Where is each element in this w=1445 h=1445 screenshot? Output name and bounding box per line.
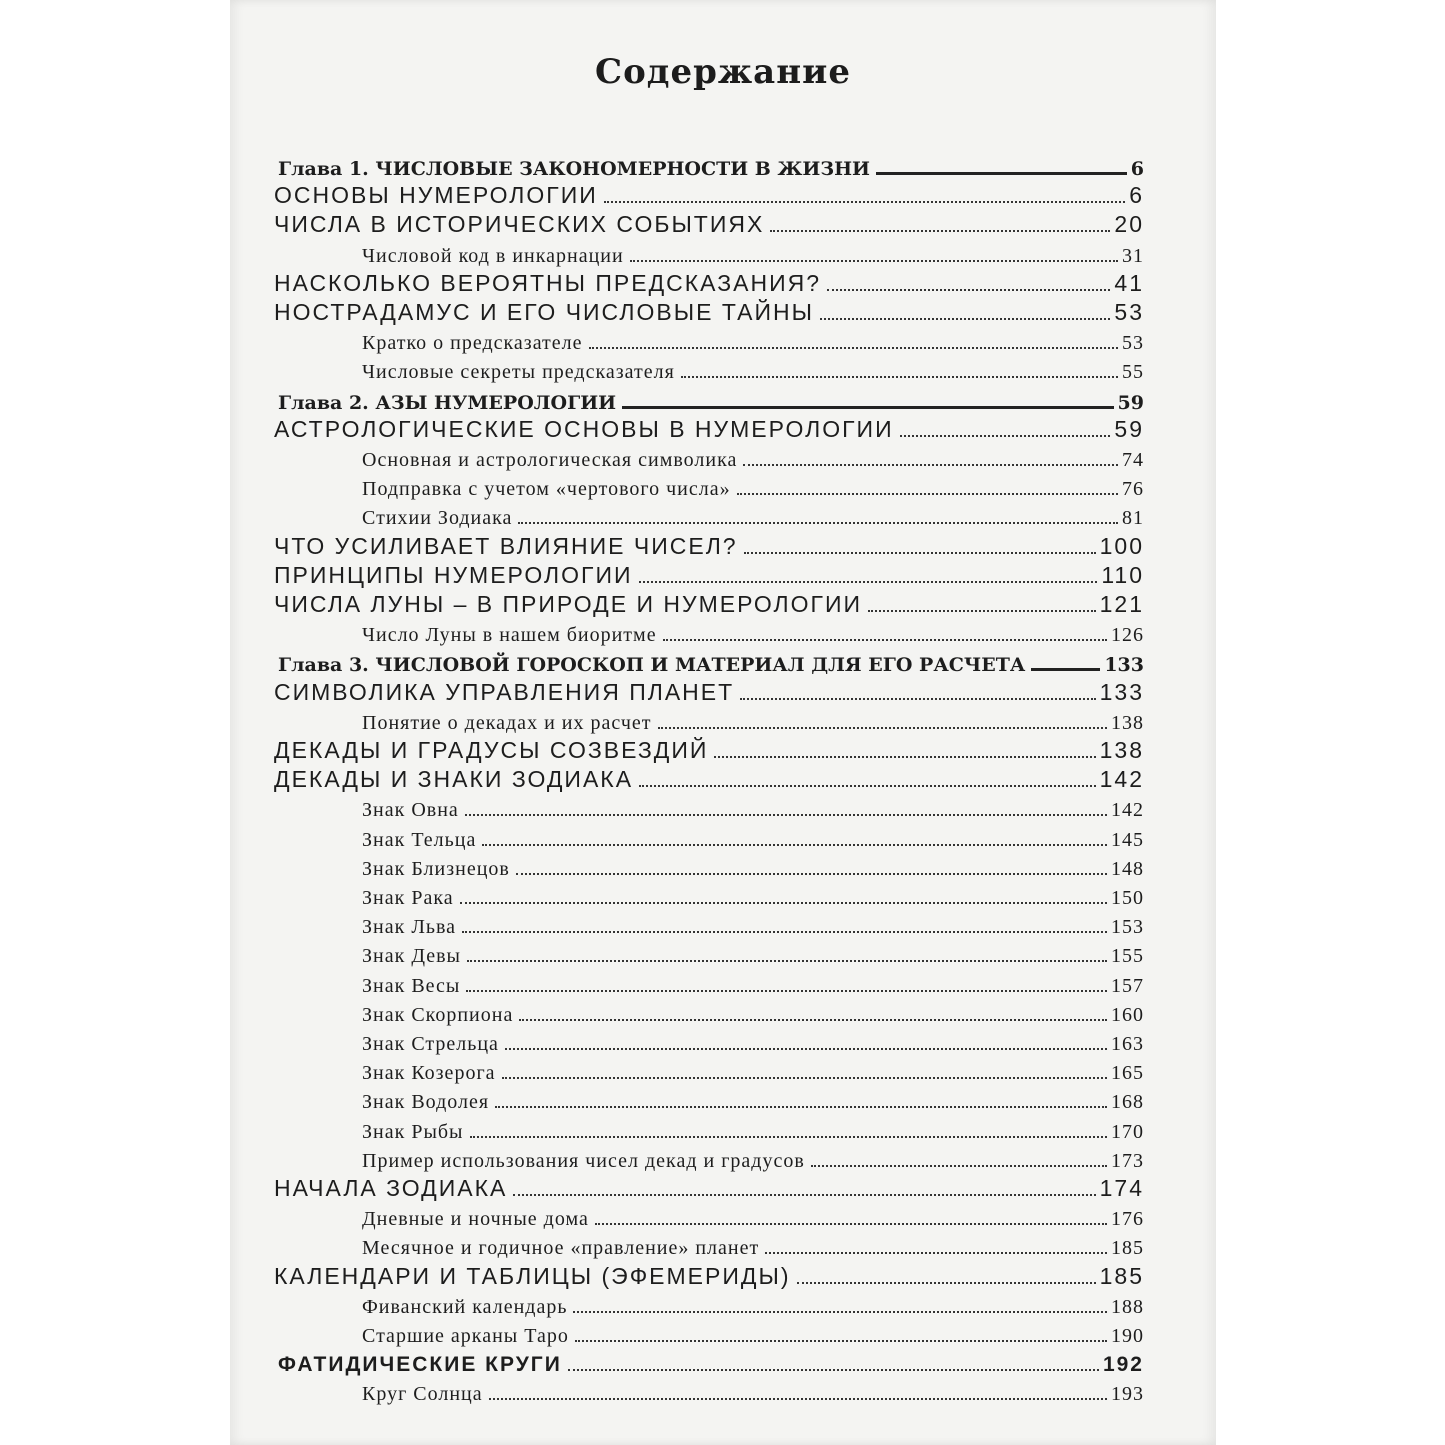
entry-title: Знак Козерога xyxy=(362,1062,496,1085)
toc-section-entry xyxy=(274,208,1144,238)
toc-subsection-entry xyxy=(362,909,1144,939)
toc-chapter-entry xyxy=(278,646,1144,676)
entry-page-number: 110 xyxy=(1101,561,1144,588)
entry-page-number: 192 xyxy=(1102,1353,1144,1377)
dot-leader xyxy=(589,347,1118,349)
entry-page-number: 74 xyxy=(1122,449,1144,471)
entry-title: Число Луны в нашем биоритме xyxy=(362,624,657,647)
toc-chapter-entry xyxy=(278,384,1144,414)
entry-page-number: 126 xyxy=(1111,624,1144,647)
entry-title: ЧИСЛА ЛУНЫ – В ПРИРОДЕ И НУМЕРОЛОГИИ xyxy=(274,591,863,617)
dot-leader xyxy=(663,639,1107,641)
dot-leader xyxy=(820,318,1110,320)
dot-leader xyxy=(630,260,1118,262)
dot-leader xyxy=(868,610,1096,612)
dot-leader xyxy=(467,960,1107,962)
entry-page-number: 193 xyxy=(1111,1383,1144,1406)
entry-title: СИМВОЛИКА УПРАВЛЕНИЯ ПЛАНЕТ xyxy=(274,678,735,705)
dot-leader xyxy=(714,756,1095,758)
entry-page-number: 138 xyxy=(1099,737,1144,763)
dot-leader xyxy=(765,1252,1107,1254)
toc-subsection-entry xyxy=(362,1055,1144,1085)
toc-subsection-entry xyxy=(362,1143,1144,1173)
toc-section-entry xyxy=(274,1260,1144,1290)
toc-subsection-entry xyxy=(362,1289,1144,1319)
toc-subsection-entry xyxy=(362,500,1144,530)
entry-page-number: 168 xyxy=(1111,1091,1144,1114)
entry-title: НОСТРАДАМУС И ЕГО ЧИСЛОВЫЕ ТАЙНЫ xyxy=(274,299,814,325)
entry-title: Стихии Зодиака xyxy=(362,507,513,530)
dot-leader xyxy=(462,931,1107,933)
toc-subsection-entry xyxy=(362,1230,1144,1260)
toc-section-entry xyxy=(274,1172,1144,1202)
dot-leader xyxy=(482,844,1107,846)
dot-leader xyxy=(604,201,1125,203)
entry-page-number: 55 xyxy=(1122,361,1144,384)
dot-leader xyxy=(595,1223,1107,1225)
toc-subsection-entry xyxy=(362,1114,1144,1144)
toc-subsection-entry xyxy=(362,471,1144,501)
entry-title: Знак Рака xyxy=(362,887,454,909)
toc-section-entry xyxy=(274,530,1144,560)
dot-leader xyxy=(681,376,1118,378)
entry-title: КАЛЕНДАРИ И ТАБЛИЦЫ (ЭФЕМЕРИДЫ) xyxy=(274,1262,791,1289)
entry-page-number: 188 xyxy=(1111,1295,1144,1318)
entry-page-number: 142 xyxy=(1099,766,1144,793)
dot-leader xyxy=(770,230,1110,232)
entry-page-number: 190 xyxy=(1111,1325,1144,1347)
dot-leader xyxy=(744,552,1096,554)
entry-title: Числовой код в инкарнации xyxy=(362,244,624,267)
entry-page-number: 6 xyxy=(1129,182,1144,209)
toc-subsection-entry xyxy=(362,792,1144,822)
entry-title: Знак Тельца xyxy=(362,828,477,851)
entry-title: Пример использования чисел декад и градусов xyxy=(362,1149,805,1172)
entry-page-number: 81 xyxy=(1122,507,1144,530)
entry-title: Фиванский календарь xyxy=(362,1295,568,1318)
entry-page-number: 145 xyxy=(1111,828,1144,851)
entry-title: ОСНОВЫ НУМЕРОЛОГИИ xyxy=(274,182,598,209)
dot-leader xyxy=(1031,668,1100,671)
entry-title: Подправка с учетом «чертового числа» xyxy=(362,478,731,501)
toc-subsection-entry xyxy=(362,1318,1144,1348)
dot-leader xyxy=(489,1398,1107,1400)
toc-section-entry xyxy=(274,676,1144,706)
entry-title: Знак Водолея xyxy=(362,1091,490,1114)
entry-title: Знак Девы xyxy=(362,945,461,968)
entry-title: Знак Стрельца xyxy=(362,1033,499,1055)
dot-leader xyxy=(639,785,1096,787)
entry-title: Основная и астрологическая символика xyxy=(362,449,738,471)
dot-leader xyxy=(502,1077,1107,1079)
entry-page-number: 133 xyxy=(1104,654,1144,677)
toc-section-entry xyxy=(274,267,1144,297)
dot-leader xyxy=(505,1048,1107,1050)
entry-title: Знак Близнецов xyxy=(362,857,510,880)
dot-leader xyxy=(740,698,1095,700)
entry-title: АСТРОЛОГИЧЕСКИЕ ОСНОВЫ В НУМЕРОЛОГИИ xyxy=(274,415,894,442)
entry-page-number: 76 xyxy=(1122,478,1144,501)
toc-subsection-entry xyxy=(362,938,1144,968)
toc-section-entry xyxy=(278,1347,1144,1377)
dot-leader xyxy=(811,1165,1107,1167)
entry-page-number: 53 xyxy=(1114,299,1144,325)
toc-section-entry xyxy=(274,588,1144,618)
entry-page-number: 59 xyxy=(1117,391,1144,414)
toc-chapter-entry xyxy=(278,150,1144,180)
entry-title: Знак Скорпиона xyxy=(362,1003,514,1026)
entry-title: Знак Рыбы xyxy=(362,1120,464,1143)
entry-title: Числовые секреты предсказателя xyxy=(362,361,675,384)
toc-section-entry xyxy=(274,763,1144,793)
toc-subsection-entry xyxy=(362,354,1144,384)
entry-title: ДЕКАДЫ И ГРАДУСЫ СОЗВЕЗДИЙ xyxy=(274,737,709,763)
toc-subsection-entry xyxy=(362,617,1144,647)
dot-leader xyxy=(516,873,1107,875)
entry-page-number: 176 xyxy=(1111,1208,1144,1231)
dot-leader xyxy=(518,522,1118,524)
entry-page-number: 163 xyxy=(1111,1033,1144,1055)
dot-leader xyxy=(470,1136,1108,1138)
toc-section-entry xyxy=(274,734,1144,764)
entry-page-number: 185 xyxy=(1099,1262,1144,1289)
entry-page-number: 174 xyxy=(1099,1175,1144,1201)
dot-leader xyxy=(495,1106,1107,1108)
entry-title: ДЕКАДЫ И ЗНАКИ ЗОДИАКА xyxy=(274,766,634,793)
entry-page-number: 100 xyxy=(1099,532,1144,559)
entry-title: ПРИНЦИПЫ НУМЕРОЛОГИИ xyxy=(274,561,633,588)
toc-subsection-entry xyxy=(362,1026,1144,1056)
page-title: Содержание xyxy=(595,52,851,92)
toc-subsection-entry xyxy=(362,1201,1144,1231)
dot-leader xyxy=(900,435,1111,437)
entry-title: Знак Льва xyxy=(362,916,457,939)
dot-leader xyxy=(573,1311,1107,1313)
entry-title: Глава 3. ЧИСЛОВОЙ ГОРОСКОП И МАТЕРИАЛ ДЛЯ ЕГО РАСЧЕТА xyxy=(278,654,1026,677)
toc-section-entry xyxy=(274,296,1144,326)
dot-leader xyxy=(460,902,1107,904)
entry-title: Круг Солнца xyxy=(362,1383,483,1406)
toc-subsection-entry xyxy=(362,997,1144,1027)
toc-subsection-entry xyxy=(362,880,1144,910)
entry-title: ФАТИДИЧЕСКИЕ КРУГИ xyxy=(278,1353,562,1377)
entry-page-number: 6 xyxy=(1130,158,1144,180)
dot-leader xyxy=(827,289,1110,291)
toc-subsection-entry xyxy=(362,1084,1144,1114)
entry-title: ЧИСЛА В ИСТОРИЧЕСКИХ СОБЫТИЯХ xyxy=(274,211,765,238)
dot-leader xyxy=(743,464,1118,466)
dot-leader xyxy=(465,814,1107,816)
dot-leader xyxy=(797,1282,1096,1284)
entry-page-number: 133 xyxy=(1099,678,1144,705)
entry-page-number: 170 xyxy=(1111,1120,1144,1143)
entry-title: Глава 2. АЗЫ НУМЕРОЛОГИИ xyxy=(278,391,617,414)
entry-title: Понятие о декадах и их расчет xyxy=(362,711,652,734)
entry-page-number: 31 xyxy=(1122,244,1144,267)
book-page xyxy=(230,0,1216,1445)
toc-subsection-entry xyxy=(362,325,1144,355)
entry-title: Глава 1. ЧИСЛОВЫЕ ЗАКОНОМЕРНОСТИ В ЖИЗНИ xyxy=(278,158,870,180)
dot-leader xyxy=(658,727,1108,729)
entry-title: ЧТО УСИЛИВАЕТ ВЛИЯНИЕ ЧИСЕЛ? xyxy=(274,532,738,559)
entry-page-number: 173 xyxy=(1111,1149,1144,1172)
toc-subsection-entry xyxy=(362,1376,1144,1406)
toc-subsection-entry xyxy=(362,442,1144,472)
entry-page-number: 121 xyxy=(1099,591,1144,617)
entry-title: Старшие арканы Таро xyxy=(362,1325,569,1347)
entry-title: НАСКОЛЬКО ВЕРОЯТНЫ ПРЕДСКАЗАНИЯ? xyxy=(274,269,822,296)
dot-leader xyxy=(639,581,1098,583)
entry-page-number: 153 xyxy=(1111,916,1144,939)
toc-section-entry xyxy=(274,413,1144,443)
entry-page-number: 185 xyxy=(1111,1237,1144,1260)
toc-subsection-entry xyxy=(362,851,1144,881)
toc-subsection-entry xyxy=(362,968,1144,998)
toc-section-entry xyxy=(274,179,1144,209)
dot-leader xyxy=(622,406,1113,409)
entry-title: Кратко о предсказателе xyxy=(362,332,583,355)
entry-page-number: 20 xyxy=(1114,211,1144,238)
entry-page-number: 150 xyxy=(1111,887,1144,909)
dot-leader xyxy=(513,1194,1095,1196)
entry-title: Месячное и годичное «правление» планет xyxy=(362,1237,760,1260)
entry-page-number: 59 xyxy=(1114,415,1144,442)
dot-leader xyxy=(876,172,1127,175)
dot-leader xyxy=(568,1369,1099,1371)
entry-page-number: 53 xyxy=(1122,332,1144,355)
dot-leader xyxy=(519,1019,1107,1021)
entry-page-number: 165 xyxy=(1111,1062,1144,1085)
entry-page-number: 155 xyxy=(1111,945,1144,968)
dot-leader xyxy=(737,493,1118,495)
entry-page-number: 157 xyxy=(1111,974,1144,997)
toc-subsection-entry xyxy=(362,238,1144,268)
entry-page-number: 142 xyxy=(1111,799,1144,822)
entry-title: Знак Овна xyxy=(362,799,459,822)
entry-page-number: 41 xyxy=(1114,269,1144,296)
entry-title: Дневные и ночные дома xyxy=(362,1208,589,1231)
dot-leader xyxy=(575,1340,1107,1342)
entry-page-number: 160 xyxy=(1111,1003,1144,1026)
entry-title: НАЧАЛА ЗОДИАКА xyxy=(274,1175,508,1201)
entry-page-number: 138 xyxy=(1111,711,1144,734)
toc-subsection-entry xyxy=(362,705,1144,735)
dot-leader xyxy=(466,990,1107,992)
entry-page-number: 148 xyxy=(1111,857,1144,880)
toc-subsection-entry xyxy=(362,822,1144,852)
toc-section-entry xyxy=(274,559,1144,589)
entry-title: Знак Весы xyxy=(362,974,461,997)
